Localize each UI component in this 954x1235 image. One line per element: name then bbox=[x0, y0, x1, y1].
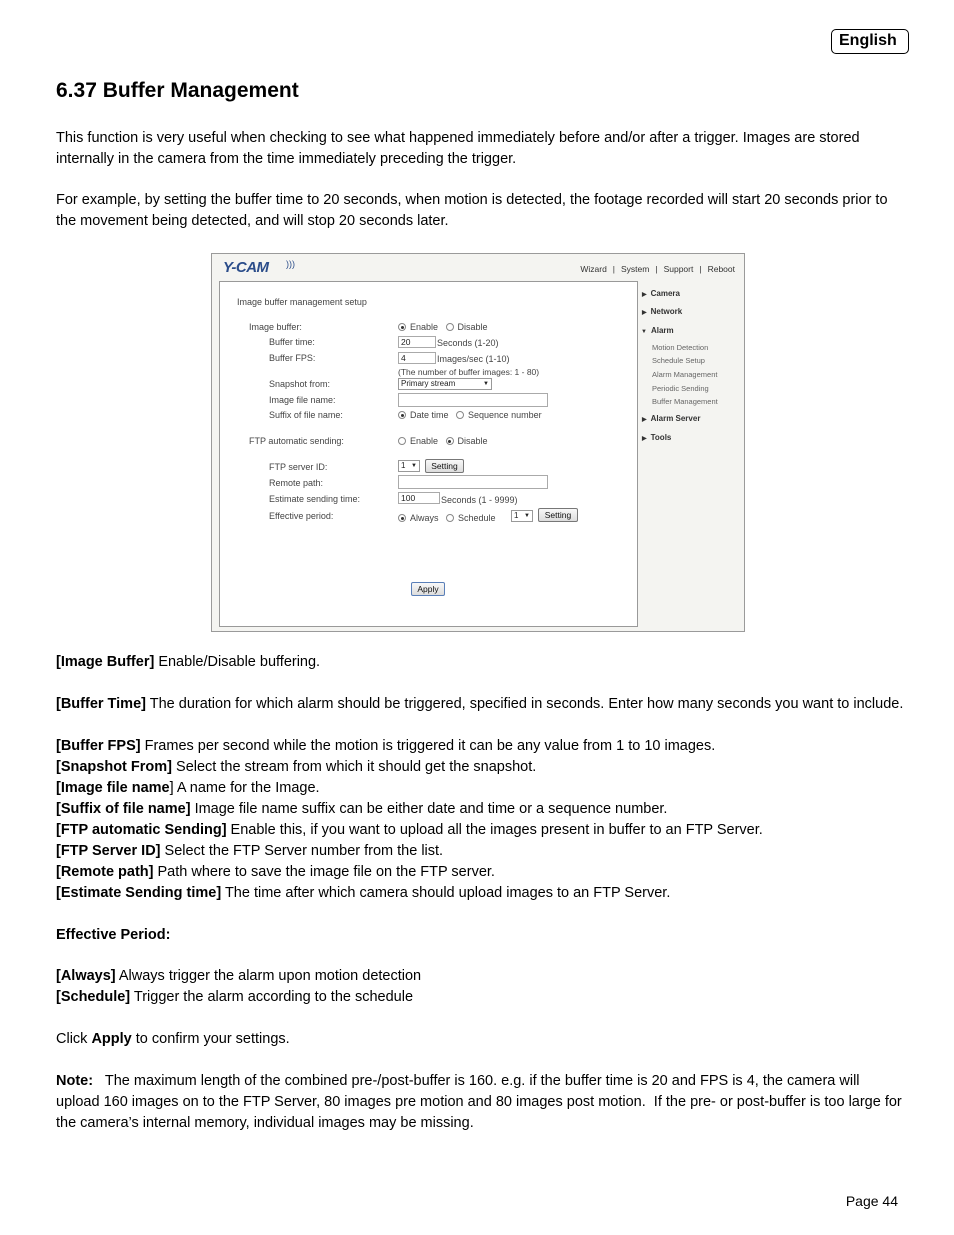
def-snapshot-from bbox=[56, 757, 906, 778]
sidebar-sub-buffer-management[interactable]: Buffer Management bbox=[652, 397, 718, 406]
always-radio[interactable] bbox=[398, 514, 406, 522]
nav-system[interactable]: System bbox=[621, 264, 650, 274]
term: [Always] bbox=[56, 968, 116, 984]
buffer-fps-label: Buffer FPS: bbox=[269, 353, 316, 363]
settings-panel bbox=[219, 281, 638, 627]
def-always bbox=[56, 966, 906, 987]
section-title: 6.37 Buffer Management bbox=[56, 79, 299, 102]
snapshot-from-select[interactable] bbox=[398, 378, 492, 390]
heading: Effective Period: bbox=[56, 927, 171, 943]
select-value: 1 bbox=[401, 461, 406, 470]
sidebar-item-alarm-server[interactable] bbox=[642, 414, 700, 423]
chevron-down-icon: ▼ bbox=[524, 513, 530, 519]
term: [Buffer Time] bbox=[56, 696, 146, 712]
sidebar-item-tools[interactable] bbox=[642, 433, 671, 442]
estimate-sending-unit: Seconds (1 - 9999) bbox=[441, 495, 518, 505]
image-file-name-label: Image file name: bbox=[269, 395, 336, 405]
page-number: Page 44 bbox=[845, 1193, 898, 1209]
estimate-sending-label: Estimate sending time: bbox=[269, 494, 361, 504]
sidebar-item-alarm[interactable] bbox=[641, 326, 674, 335]
sidebar-label: Camera bbox=[650, 289, 680, 298]
ftp-setting-button[interactable]: Setting bbox=[425, 459, 464, 473]
radio-label: Disable bbox=[457, 322, 488, 332]
sidebar-sub-alarm-management[interactable]: Alarm Management bbox=[652, 370, 718, 379]
panel-title: Image buffer management setup bbox=[237, 297, 367, 307]
estimate-sending-input[interactable]: 100 bbox=[398, 492, 440, 504]
top-nav bbox=[577, 264, 738, 274]
desc: Enable/Disable buffering. bbox=[154, 654, 321, 670]
note-desc: The maximum length of the combined pre-/post-buffer is 160. e.g. if the buffer time is 20 and FPS is 4, the camera will upload 160 images on to the FTP Server, 80 images pre motion and 80 images post motion. If the pre- or post-buffer is too large for the camera’s internal memory, individual images may be missing. bbox=[56, 1073, 906, 1131]
def-ftp-server-id bbox=[56, 841, 906, 862]
sidebar-sub-motion-detection[interactable]: Motion Detection bbox=[652, 343, 709, 352]
click-apply-text bbox=[56, 1029, 906, 1050]
effective-period-heading bbox=[56, 925, 906, 946]
term: [Suffix of file name] bbox=[56, 801, 191, 817]
nav-support[interactable]: Support bbox=[663, 264, 694, 274]
nav-separator: | bbox=[655, 264, 658, 274]
select-value: 1 bbox=[514, 511, 519, 520]
sidebar-label: Alarm Server bbox=[650, 414, 701, 423]
term: [Schedule] bbox=[56, 989, 131, 1005]
image-buffer-enable-radio[interactable] bbox=[398, 323, 406, 331]
triangle-right-icon: ▶ bbox=[642, 292, 647, 298]
image-buffer-label: Image buffer: bbox=[249, 322, 302, 332]
desc: The duration for which alarm should be triggered, specified in seconds. Enter how many seconds you want to include. bbox=[145, 696, 904, 712]
desc: Enable this, if you want to upload all the images present in buffer to an FTP Server. bbox=[226, 822, 763, 838]
ftp-server-id-label: FTP server ID: bbox=[269, 462, 328, 472]
sidebar-label: Alarm bbox=[650, 326, 674, 335]
intro-paragraph-1: This function is very useful when checking to see what happened immediately before and/or after a trigger. Images are stored internally in the camera from the time immediately preceding the trigger. bbox=[56, 130, 860, 167]
nav-reboot[interactable]: Reboot bbox=[707, 264, 735, 274]
desc: Always trigger the alarm upon motion detection bbox=[115, 968, 422, 984]
def-image-buffer bbox=[56, 652, 906, 673]
desc: Frames per second while the motion is triggered it can be any value from 1 to 10 images. bbox=[140, 738, 716, 754]
desc: Select the stream from which it should get the snapshot. bbox=[172, 759, 537, 775]
triangle-down-icon: ▼ bbox=[641, 329, 647, 335]
term: [FTP automatic Sending] bbox=[56, 822, 227, 838]
schedule-radio[interactable] bbox=[446, 514, 454, 522]
apply-button[interactable]: Apply bbox=[411, 582, 445, 596]
radio-label: Schedule bbox=[458, 513, 496, 523]
intro-paragraph-2: For example, by setting the buffer time to 20 seconds, when motion is detected, the footage recorded will start 20 seconds prior to the movement being detected, and will stop 20 seconds later. bbox=[56, 192, 888, 229]
desc: Path where to save the image file on the FTP server. bbox=[153, 864, 495, 880]
snapshot-from-label: Snapshot from: bbox=[269, 379, 331, 389]
radio-label: Date time bbox=[410, 410, 449, 420]
def-estimate-sending bbox=[56, 883, 906, 904]
language-badge: English bbox=[831, 29, 909, 54]
ftp-disable-radio[interactable] bbox=[446, 437, 454, 445]
ycam-logo: Y-CAM bbox=[223, 259, 269, 276]
apply-term: Apply bbox=[91, 1031, 132, 1047]
signal-icon: ))) bbox=[286, 259, 295, 269]
nav-separator: | bbox=[699, 264, 702, 274]
triangle-right-icon: ▶ bbox=[642, 436, 647, 442]
image-buffer-radios bbox=[398, 322, 488, 332]
sidebar-label: Tools bbox=[650, 433, 672, 442]
triangle-right-icon: ▶ bbox=[642, 310, 647, 316]
def-remote-path bbox=[56, 862, 906, 883]
schedule-setting-button[interactable]: Setting bbox=[538, 508, 578, 522]
term: [FTP Server ID] bbox=[56, 843, 161, 859]
radio-label: Enable bbox=[410, 436, 439, 446]
radio-label: Sequence number bbox=[468, 410, 542, 420]
def-ftp-auto bbox=[56, 820, 906, 841]
select-value: Primary stream bbox=[401, 379, 456, 388]
suffix-date-radio[interactable] bbox=[398, 411, 406, 419]
text: Click bbox=[56, 1031, 92, 1047]
term: [Image file name bbox=[56, 780, 170, 796]
def-suffix bbox=[56, 799, 906, 820]
chevron-down-icon: ▼ bbox=[411, 463, 417, 469]
triangle-right-icon: ▶ bbox=[642, 417, 647, 423]
ftp-sending-radios bbox=[398, 436, 488, 446]
desc: Select the FTP Server number from the list. bbox=[160, 843, 444, 859]
image-file-name-input[interactable] bbox=[398, 393, 548, 407]
desc: Image file name suffix can be either date and time or a sequence number. bbox=[190, 801, 668, 817]
buffer-management-screenshot bbox=[211, 253, 745, 632]
term: [Remote path] bbox=[56, 864, 154, 880]
buffer-time-label: Buffer time: bbox=[269, 337, 315, 347]
suffix-radios bbox=[398, 410, 542, 420]
image-buffer-disable-radio[interactable] bbox=[446, 323, 454, 331]
note-paragraph bbox=[56, 1071, 906, 1134]
term: [Estimate Sending time] bbox=[56, 885, 222, 901]
chevron-down-icon: ▼ bbox=[483, 381, 489, 387]
def-buffer-fps bbox=[56, 736, 906, 757]
buffer-fps-input[interactable]: 4 bbox=[398, 352, 436, 364]
sidebar-item-camera[interactable] bbox=[642, 289, 680, 298]
buffer-fps-unit: Images/sec (1-10) bbox=[437, 354, 510, 364]
def-schedule bbox=[56, 987, 906, 1008]
note-term: Note: bbox=[56, 1073, 94, 1089]
sidebar-item-network[interactable] bbox=[642, 307, 682, 316]
sidebar-sub-periodic-sending[interactable]: Periodic Sending bbox=[652, 384, 709, 393]
effective-period-label: Effective period: bbox=[269, 511, 334, 521]
buffer-time-unit: Seconds (1-20) bbox=[437, 338, 499, 348]
desc: Trigger the alarm according to the schedule bbox=[130, 989, 414, 1005]
text: to confirm your settings. bbox=[131, 1031, 290, 1047]
buffer-images-note: (The number of buffer images: 1 - 80) bbox=[398, 367, 540, 377]
def-image-file-name bbox=[56, 778, 906, 799]
suffix-label: Suffix of file name: bbox=[269, 410, 343, 420]
term: [Image Buffer] bbox=[56, 654, 155, 670]
radio-label: Always bbox=[410, 513, 439, 523]
sidebar-sub-schedule-setup[interactable]: Schedule Setup bbox=[652, 356, 705, 365]
schedule-select[interactable] bbox=[511, 510, 533, 522]
desc: ] A name for the Image. bbox=[169, 780, 320, 796]
ftp-server-id-select[interactable] bbox=[398, 460, 420, 472]
sidebar-label: Network bbox=[650, 307, 683, 316]
suffix-sequence-radio[interactable] bbox=[456, 411, 464, 419]
nav-separator: | bbox=[612, 264, 616, 274]
radio-label: Disable bbox=[457, 436, 488, 446]
radio-label: Enable bbox=[410, 322, 439, 332]
def-buffer-time bbox=[56, 694, 906, 715]
term: [Buffer FPS] bbox=[56, 738, 141, 754]
desc: The time after which camera should upload images to an FTP Server. bbox=[221, 885, 671, 901]
term: [Snapshot From] bbox=[56, 759, 172, 775]
ftp-sending-label: FTP automatic sending: bbox=[249, 436, 344, 446]
effective-period-radios bbox=[398, 513, 496, 523]
buffer-time-input[interactable]: 20 bbox=[398, 336, 436, 348]
remote-path-input[interactable] bbox=[398, 475, 548, 489]
nav-wizard[interactable]: Wizard bbox=[580, 264, 607, 274]
ftp-enable-radio[interactable] bbox=[398, 437, 406, 445]
remote-path-label: Remote path: bbox=[269, 478, 324, 488]
